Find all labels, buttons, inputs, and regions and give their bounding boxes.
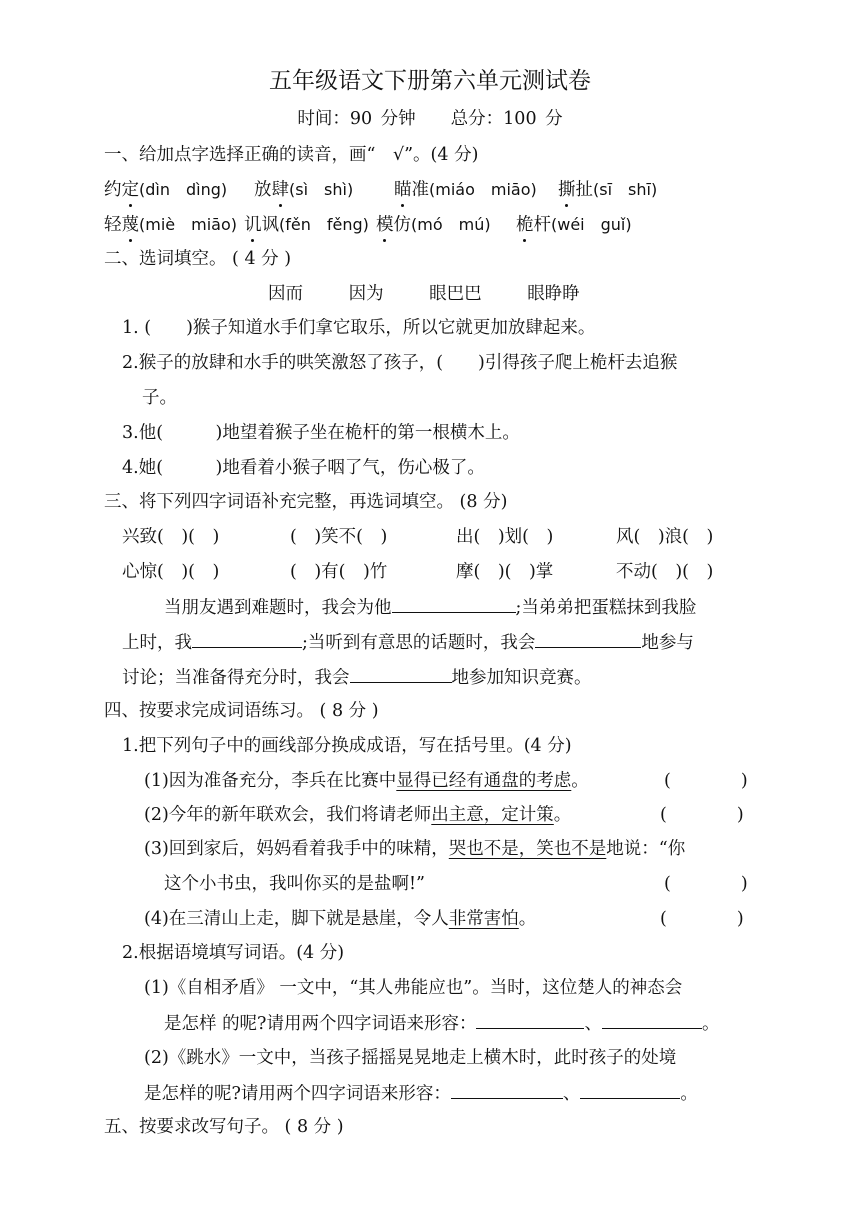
item-text: (4)在三清山上走，脚下就是悬崖，令人 (144, 909, 449, 929)
word-char: 仿 (393, 215, 411, 235)
separator: 、 (584, 1014, 602, 1034)
dotted-char: 蔑 (122, 212, 140, 238)
item-text: 。 (571, 771, 589, 791)
pinyin-item (104, 177, 254, 203)
dotted-char: 讥 (244, 212, 262, 238)
underlined-phrase: 显得已经有通盘的考虑 (396, 771, 572, 791)
paragraph-text: 上时，我 (122, 633, 192, 653)
dotted-char: 定 (122, 177, 140, 203)
item-4-1-1 (144, 768, 589, 794)
word-char: 轻 (104, 215, 122, 235)
word-char: 讽 (261, 215, 279, 235)
underlined-phrase: 非常害怕 (448, 909, 519, 929)
item-4-1-3 (144, 836, 685, 862)
pinyin-item (376, 212, 516, 238)
word-char: 放 (254, 180, 272, 200)
paragraph-text: 当朋友遇到难题时，我会为他 (164, 598, 392, 618)
pinyin-item (394, 177, 558, 203)
underlined-phrase: 哭也不是，笑也不是 (448, 839, 607, 859)
question-2-2-cont: 子。 (142, 388, 177, 408)
dotted-char: 桅 (516, 212, 534, 238)
idiom-blank: 兴致( )( ) (122, 527, 220, 547)
fill-paragraph-line-2 (122, 629, 694, 656)
item-text: (1)因为准备充分，李兵在比赛中 (144, 771, 397, 791)
pinyin-options[interactable]: (miè miāo) (139, 215, 237, 234)
section-2-heading: 二、选词填空。 ( 4 分 ) (104, 249, 292, 269)
pinyin-item (104, 212, 244, 238)
item-text: 。 (553, 805, 572, 825)
idiom-blank: 风( )浪( ) (616, 527, 714, 547)
answer-parentheses[interactable]: ( ) (660, 909, 744, 929)
word-bank (268, 281, 580, 307)
item-text: 。 (701, 1014, 720, 1034)
section-4-heading: 四、按要求完成词语练习。 ( 8 分 ) (104, 701, 379, 721)
word-option: 眼睁睁 (527, 284, 580, 304)
paragraph-text: ;当弟弟把蛋糕抹到我脸 (515, 598, 697, 618)
context-question-1: (1)《自相矛盾》 一文中，“其人弗能应也”。当时，这位楚人的神态会 (144, 978, 683, 998)
pinyin-item (558, 180, 657, 200)
paragraph-text: 讨论；当准备得充分时，我会 (122, 668, 350, 688)
pinyin-row-2 (104, 212, 632, 238)
idiom-blank: ( )笑不( ) (290, 527, 388, 547)
pinyin-options[interactable]: (mó mú) (411, 215, 491, 234)
item-text: 地说：“你 (606, 839, 686, 859)
answer-blank[interactable] (476, 1010, 584, 1029)
pinyin-options[interactable]: (fěn fěng) (279, 215, 369, 234)
idiom-blank: 摩( )( )掌 (456, 562, 554, 582)
answer-blank[interactable] (535, 629, 641, 648)
context-question-2: (2)《跳水》一文中，当孩子摇摇晃晃地走上横木时，此时孩子的处境 (144, 1048, 677, 1068)
item-text: 是怎样的呢?请用两个四字词语来形容： (144, 1084, 451, 1104)
dotted-char: 撕 (558, 177, 576, 203)
question-2-1: 1. ( )猴子知道水手们拿它取乐，所以它就更加放肆起来。 (122, 318, 596, 338)
pinyin-item (244, 212, 376, 238)
answer-blank[interactable] (580, 1080, 680, 1099)
word-char: 扯 (575, 180, 593, 200)
dotted-char: 模 (376, 212, 394, 238)
item-text: 。 (518, 909, 537, 929)
section-3-heading: 三、将下列四字词语补充完整，再选词填空。 (8 分) (104, 492, 508, 512)
idiom-row-1 (122, 524, 713, 550)
question-2-4: 4.她( )地看着小猴子咽了气，伤心极了。 (122, 458, 485, 478)
idiom-blank: 出( )划( ) (456, 527, 554, 547)
answer-parentheses[interactable]: ( ) (664, 771, 748, 791)
page-title: 五年级语文下册第六单元测试卷 (269, 68, 591, 94)
fill-paragraph-line-1 (164, 594, 696, 621)
exam-info: 时间：90 分钟 总分：100 分 (297, 109, 563, 129)
sub-question-4-2: 2.根据语境填写词语。(4 分) (122, 943, 345, 963)
answer-blank[interactable] (350, 664, 452, 683)
answer-blank[interactable] (602, 1010, 702, 1029)
answer-blank[interactable] (192, 629, 302, 648)
pinyin-row-1 (104, 177, 657, 203)
question-2-3: 3.他( )地望着猴子坐在桅杆的第一根横木上。 (122, 423, 520, 443)
context-question-2-cont (144, 1080, 698, 1107)
pinyin-options[interactable]: (miáo miāo) (429, 180, 537, 199)
word-option: 因而 (268, 284, 303, 304)
context-question-1-cont (164, 1010, 719, 1037)
answer-blank[interactable] (451, 1080, 563, 1099)
item-4-1-4 (144, 906, 536, 932)
answer-parentheses[interactable]: ( ) (664, 874, 748, 894)
section-5-heading: 五、按要求改写句子。 ( 8 分 ) (104, 1117, 344, 1137)
word-option: 因为 (348, 284, 384, 304)
question-2-2: 2.猴子的放肆和水手的哄笑激怒了孩子，( )引得孩子爬上桅杆去追猴 (122, 353, 678, 373)
item-text: (3)回到家后，妈妈看着我手中的味精， (144, 839, 449, 859)
item-4-1-3-cont: 这个小书虫，我叫你买的是盐啊!” (164, 874, 425, 894)
answer-blank[interactable] (392, 594, 516, 613)
item-text: 。 (680, 1084, 698, 1104)
section-1-heading: 一、给加点字选择正确的读音，画“ √”。(4 分) (104, 145, 479, 165)
idiom-blank: ( )有( )竹 (290, 562, 388, 582)
word-char: 约 (104, 180, 122, 200)
item-text: 是怎样 的呢?请用两个四字词语来形容： (164, 1014, 477, 1034)
pinyin-item (254, 177, 394, 203)
sub-question-4-1: 1.把下列句子中的画线部分换成成语，写在括号里。(4 分) (122, 736, 572, 756)
pinyin-options[interactable]: (dìn dìng) (139, 180, 228, 199)
answer-parentheses[interactable]: ( ) (660, 805, 744, 825)
pinyin-item (516, 215, 632, 235)
idiom-blank: 不动( )( ) (616, 562, 714, 582)
paragraph-text: 地参加知识竞赛。 (451, 668, 592, 688)
item-text: (2)今年的新年联欢会，我们将请老师 (144, 805, 432, 825)
underlined-phrase: 出主意，定计策 (431, 805, 554, 825)
item-4-1-2 (144, 802, 571, 828)
separator: 、 (562, 1084, 581, 1104)
idiom-row-2 (122, 559, 713, 585)
paragraph-text: ;当听到有意思的话题时，我会 (302, 633, 536, 653)
pinyin-options[interactable]: (wéi guǐ) (551, 215, 632, 234)
idiom-blank: 心惊( )( ) (122, 562, 220, 582)
dotted-char: 瞄 (394, 177, 412, 203)
dotted-char: 肆 (272, 177, 290, 203)
pinyin-options[interactable]: (sì shì) (289, 180, 354, 199)
word-char: 杆 (533, 215, 551, 235)
pinyin-options[interactable]: (sī shī) (593, 180, 658, 199)
word-char: 准 (411, 180, 429, 200)
fill-paragraph-line-3 (122, 664, 592, 691)
paragraph-text: 地参与 (641, 633, 694, 653)
word-option: 眼巴巴 (429, 284, 482, 304)
